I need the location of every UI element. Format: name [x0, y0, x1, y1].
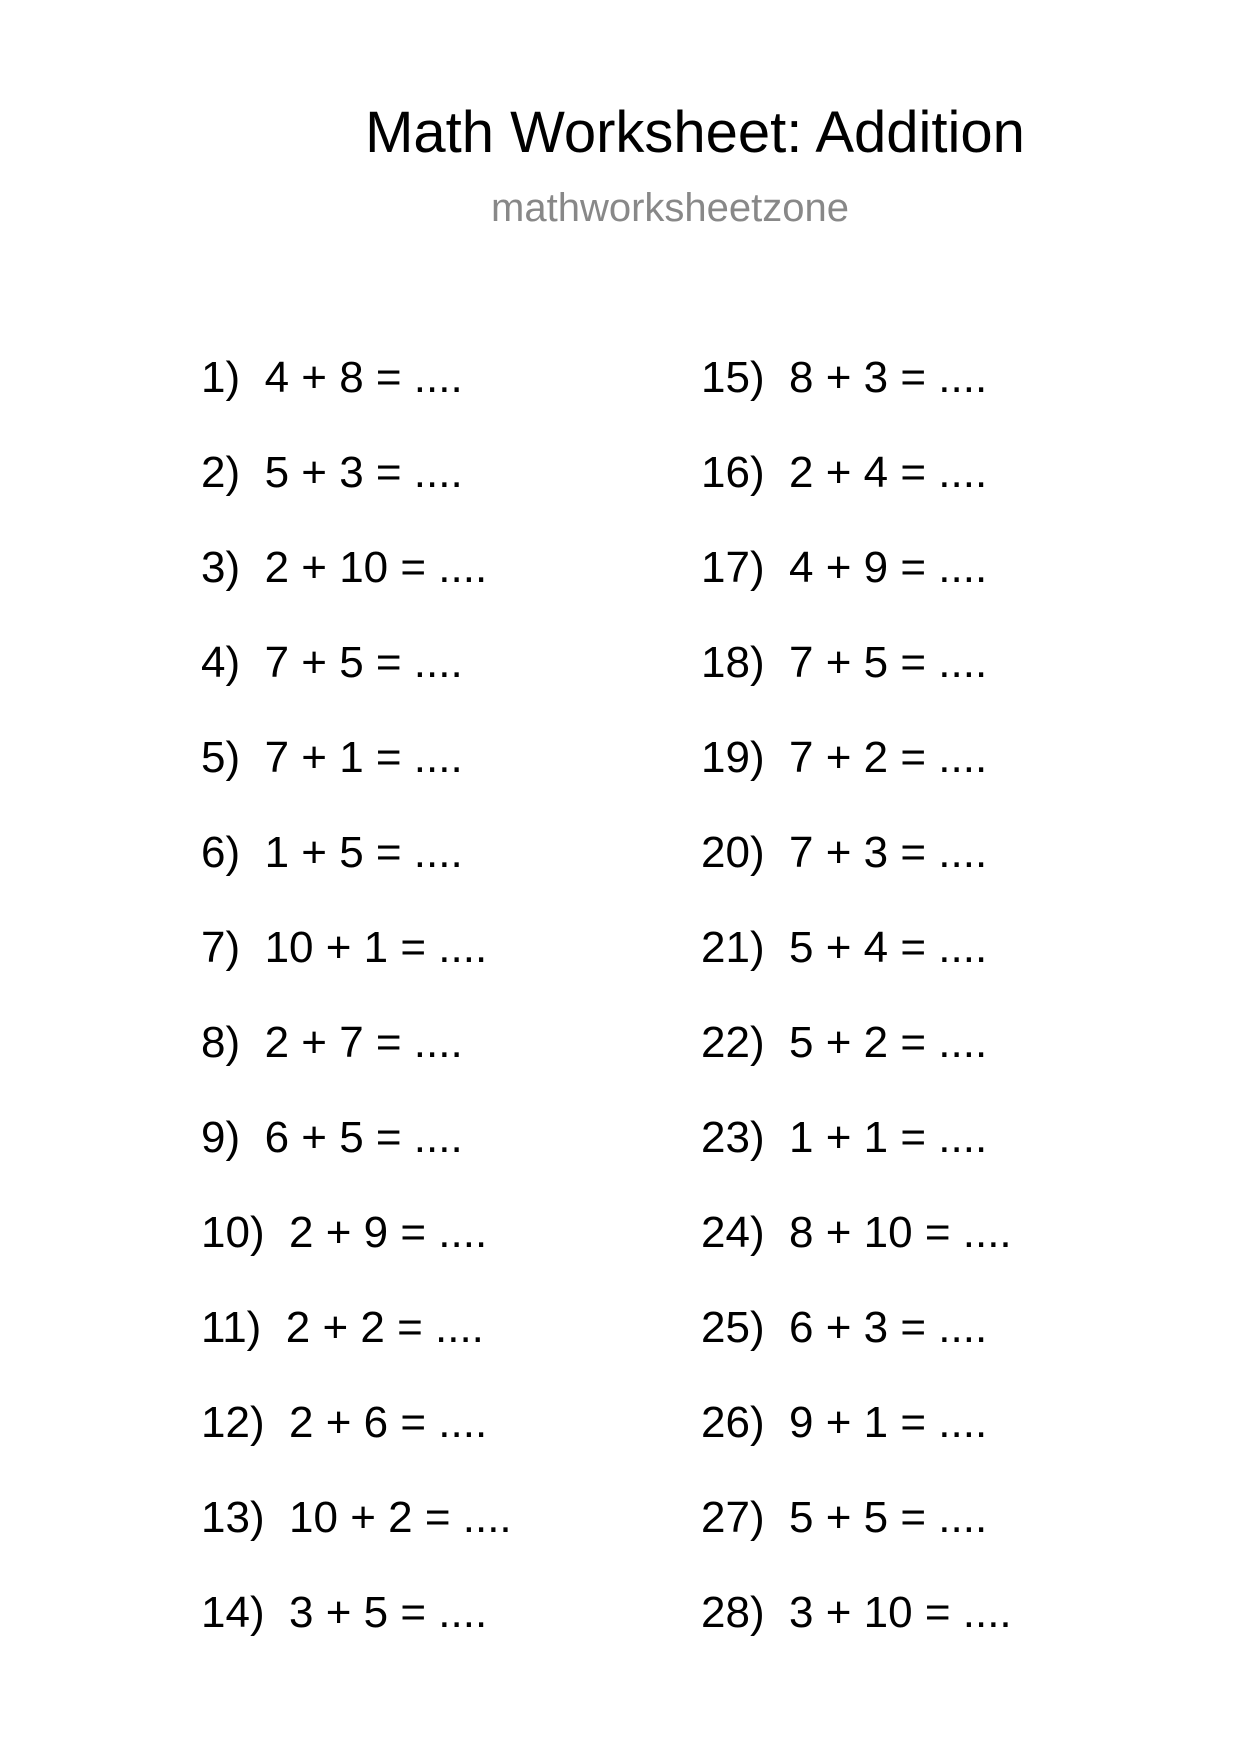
problem-4: 4) 7 + 5 = .... [201, 638, 463, 687]
problem-15: 15) 8 + 3 = .... [701, 353, 988, 402]
problem-9: 9) 6 + 5 = .... [201, 1113, 463, 1162]
problem-8: 8) 2 + 7 = .... [201, 1018, 463, 1067]
problem-13: 13) 10 + 2 = .... [201, 1493, 512, 1542]
problem-14: 14) 3 + 5 = .... [201, 1588, 488, 1637]
problem-25: 25) 6 + 3 = .... [701, 1303, 988, 1352]
problem-18: 18) 7 + 5 = .... [701, 638, 988, 687]
problem-22: 22) 5 + 2 = .... [701, 1018, 988, 1067]
problem-23: 23) 1 + 1 = .... [701, 1113, 988, 1162]
problem-3: 3) 2 + 10 = .... [201, 543, 488, 592]
problem-5: 5) 7 + 1 = .... [201, 733, 463, 782]
worksheet-subtitle: mathworksheetzone [491, 186, 849, 230]
problem-28: 28) 3 + 10 = .... [701, 1588, 1012, 1637]
problem-column-right [701, 348, 1012, 1678]
problem-10: 10) 2 + 9 = .... [201, 1208, 488, 1257]
problem-20: 20) 7 + 3 = .... [701, 828, 988, 877]
problem-1: 1) 4 + 8 = .... [201, 353, 463, 402]
problem-2: 2) 5 + 3 = .... [201, 448, 463, 497]
problem-26: 26) 9 + 1 = .... [701, 1398, 988, 1447]
problem-12: 12) 2 + 6 = .... [201, 1398, 488, 1447]
problem-16: 16) 2 + 4 = .... [701, 448, 988, 497]
problem-19: 19) 7 + 2 = .... [701, 733, 988, 782]
worksheet-title: Math Worksheet: Addition [365, 100, 1025, 165]
problem-6: 6) 1 + 5 = .... [201, 828, 463, 877]
problem-24: 24) 8 + 10 = .... [701, 1208, 1012, 1257]
problem-17: 17) 4 + 9 = .... [701, 543, 988, 592]
problem-27: 27) 5 + 5 = .... [701, 1493, 988, 1542]
problem-21: 21) 5 + 4 = .... [701, 923, 988, 972]
problem-column-left [201, 348, 512, 1678]
problem-7: 7) 10 + 1 = .... [201, 923, 488, 972]
problem-11: 11) 2 + 2 = .... [201, 1303, 484, 1352]
